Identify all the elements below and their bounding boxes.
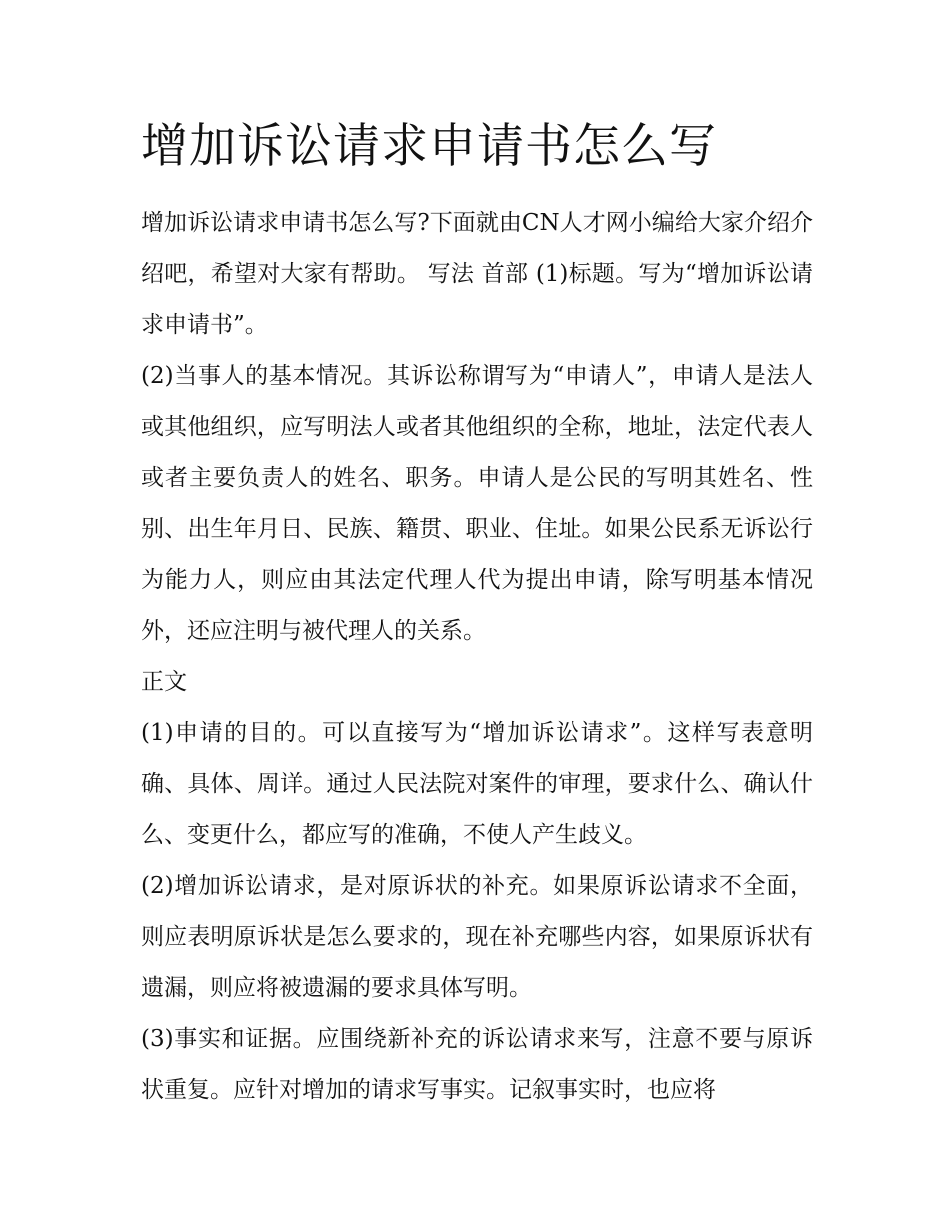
paragraph-supplement: (2)增加诉讼请求，是对原诉状的补充。如果原诉讼请求不全面，则应表明原诉状是怎么要求的，现在补充哪些内容，如果原诉状有遗漏，则应将被遗漏的要求具体写明。 xyxy=(141,873,813,1001)
paragraph-party-info: (2)当事人的基本情况。其诉讼称谓写为“申请人”，申请人是法人或其他组织，应写明法人或者其他组织的全称，地址，法定代表人或者主要负责人的姓名、职务。申请人是公民的写明其姓名、性别、出生年月日、民族、籍贯、职业、住址。如果公民系无诉讼行为能力人，则应由其法定代理人代为提出申请，除写明基本情况外，还应注明与被代理人的关系。 xyxy=(141,363,813,644)
paragraph-intro: 增加诉讼请求申请书怎么写?下面就由CN人才网小编给大家介绍介绍吧，希望对大家有帮助。 写法 首部 (1)标题。写为“增加诉讼请求申请书”。 xyxy=(141,210,813,338)
paragraph-facts-evidence: (3)事实和证据。应围绕新补充的诉讼请求来写，注意不要与原诉状重复。应针对增加的请求写事实。记叙事实时，也应将 xyxy=(141,1026,813,1103)
section-heading-body: 正文 xyxy=(141,669,187,695)
document-body xyxy=(141,112,813,1116)
paragraph-purpose: (1)申请的目的。可以直接写为“增加诉讼请求”。这样写表意明确、具体、周详。通过人民法院对案件的审理，要求什么、确认什么、变更什么，都应写的准确，不使人产生歧义。 xyxy=(141,720,813,848)
document-title: 增加诉讼请求申请书怎么写 xyxy=(141,119,717,174)
